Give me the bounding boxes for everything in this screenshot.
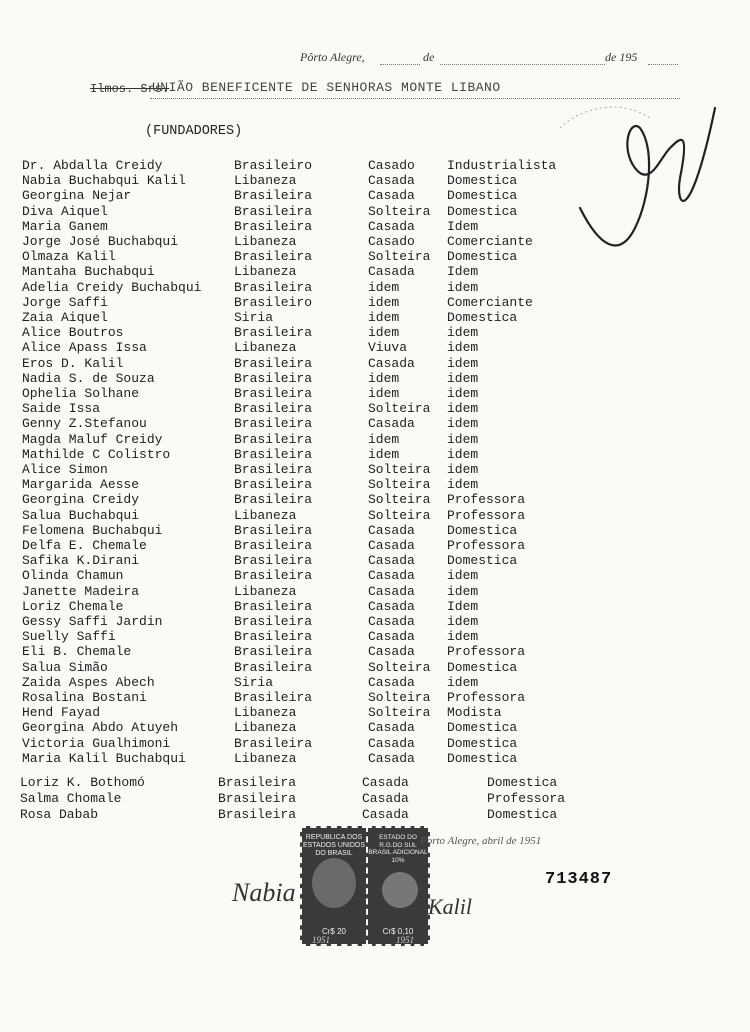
founder-marital-status: idem: [368, 370, 400, 386]
founder-name: Georgina Abdo Atuyeh: [22, 720, 179, 736]
founder-marital-status: Viuva: [368, 340, 408, 356]
founder-name: Ophelia Solhane: [22, 386, 140, 401]
founder-nationality: Brasileira: [234, 203, 313, 219]
founder-occupation: Professora: [487, 791, 566, 806]
founder-name: Salua Simão: [22, 659, 108, 675]
founder-marital-status: Casada: [368, 568, 415, 584]
founder-nationality: Libaneza: [234, 705, 297, 721]
founder-occupation: Comerciante: [447, 294, 533, 310]
founder-name: Alice Simon: [22, 462, 108, 477]
founder-occupation: Domestica: [487, 807, 558, 822]
federal-stamp: [300, 826, 368, 946]
founder-name: Salma Chomale: [20, 791, 122, 806]
founder-nationality: Brasileira: [234, 279, 313, 295]
founder-nationality: Brasileira: [234, 690, 313, 705]
founder-row: [0, 791, 750, 806]
founder-occupation: idem: [447, 477, 479, 493]
founder-nationality: Brasileira: [234, 416, 313, 432]
founder-row: [0, 660, 750, 675]
founder-occupation: idem: [447, 568, 479, 584]
founder-row: [0, 675, 750, 690]
founder-occupation: idem: [447, 340, 479, 356]
founder-marital-status: Solteira: [368, 659, 431, 675]
founder-name: Alice Apass Issa: [22, 340, 147, 356]
founder-row: [0, 614, 750, 629]
founder-row: [0, 644, 750, 659]
founder-name: Mantaha Buchabqui: [22, 264, 155, 280]
founder-nationality: Brasileira: [234, 325, 313, 341]
founder-marital-status: Casada: [368, 522, 415, 538]
document-subtitle: (FUNDADORES): [145, 124, 243, 139]
founder-occupation: Idem: [447, 264, 479, 280]
founder-marital-status: Solteira: [368, 507, 431, 523]
founder-nationality: Brasileira: [234, 492, 313, 508]
founder-row: [0, 340, 750, 355]
founder-occupation: idem: [447, 446, 479, 462]
state-stamp-header: ESTADO DO R.G.DO SUL BRASIL ADICIONAL 10%: [368, 834, 428, 864]
founder-marital-status: Solteira: [368, 477, 431, 493]
founder-occupation: Domestica: [447, 720, 518, 736]
founder-occupation: Domestica: [487, 775, 558, 790]
founder-name: Mathilde C Colistro: [22, 446, 171, 462]
signature-scrawl: [540, 88, 740, 258]
founder-occupation: Industrialista: [447, 158, 557, 173]
founder-row: [0, 599, 750, 614]
founder-name: Diva Aiquel: [22, 203, 108, 219]
founder-nationality: Brasileira: [234, 218, 313, 234]
founder-marital-status: Casada: [362, 791, 409, 806]
founder-row: [0, 807, 750, 822]
founder-marital-status: Casada: [368, 553, 415, 569]
founder-row: [0, 386, 750, 401]
founder-marital-status: idem: [368, 294, 400, 310]
founder-name: Delfa E. Chemale: [22, 538, 147, 553]
founder-row: [0, 751, 750, 766]
founder-occupation: idem: [447, 614, 479, 629]
founder-row: [0, 705, 750, 720]
founder-occupation: idem: [447, 674, 479, 690]
founder-nationality: Brasileira: [234, 355, 313, 371]
founder-row: [0, 295, 750, 310]
founder-nationality: Brasileiro: [234, 294, 313, 310]
founder-nationality: Brasileira: [234, 249, 313, 265]
founder-marital-status: Casada: [368, 264, 415, 280]
founder-occupation: idem: [447, 416, 479, 432]
founder-name: Zaida Aspes Abech: [22, 674, 155, 690]
portrait-icon: [312, 858, 356, 908]
founder-name: Rosa Dabab: [20, 807, 99, 822]
founder-marital-status: Casada: [368, 583, 415, 599]
founder-name: Jorge Saffi: [22, 294, 108, 310]
struck-salutation: Ilmos. Srs.: [90, 82, 170, 96]
founder-name: Maria Ganem: [22, 218, 108, 234]
founder-marital-status: Casada: [368, 629, 415, 645]
founder-marital-status: Casado: [368, 158, 415, 173]
founder-marital-status: Solteira: [368, 492, 431, 508]
founder-row: [0, 775, 750, 790]
founder-name: Nabia Buchabqui Kalil: [22, 173, 186, 189]
founder-marital-status: Casada: [368, 355, 415, 371]
founder-name: Zaia Aiquel: [22, 310, 108, 325]
founder-marital-status: Casado: [368, 234, 415, 249]
founder-name: Jorge José Buchabqui: [22, 234, 179, 249]
founder-occupation: idem: [447, 583, 479, 599]
founder-nationality: Brasileira: [234, 522, 313, 538]
founder-marital-status: idem: [368, 279, 400, 295]
founder-occupation: Domestica: [447, 553, 518, 569]
founder-marital-status: Solteira: [368, 203, 431, 219]
founder-nationality: Brasileira: [234, 446, 313, 462]
founder-occupation: Domestica: [447, 659, 518, 675]
header-location: Pôrto Alegre,: [300, 50, 365, 64]
founder-occupation: Idem: [447, 598, 479, 614]
founder-name: Maria Kalil Buchabqui: [22, 750, 186, 766]
founder-occupation: Domestica: [447, 750, 518, 766]
founder-nationality: Brasileira: [234, 431, 313, 447]
founder-name: Georgina Nejar: [22, 188, 132, 204]
founder-row: [0, 447, 750, 462]
founder-marital-status: Casada: [368, 750, 415, 766]
founder-nationality: Brasileira: [234, 614, 313, 629]
founder-occupation: idem: [447, 386, 479, 401]
founder-name: Dr. Abdalla Creidy: [22, 158, 163, 173]
founder-nationality: Libaneza: [234, 234, 297, 249]
founder-occupation: idem: [447, 462, 479, 477]
signature-note: Porto Alegre, abril de 1951: [420, 835, 542, 847]
founder-nationality: Libaneza: [234, 720, 297, 736]
founder-nationality: Brasileira: [234, 477, 313, 493]
founder-name: Olmaza Kalil: [22, 249, 116, 265]
founder-name: Eli B. Chemale: [22, 644, 132, 660]
founder-occupation: Domestica: [447, 522, 518, 538]
founder-name: Adelia Creidy Buchabqui: [22, 279, 202, 295]
founder-occupation: Professora: [447, 492, 526, 508]
founder-occupation: Domestica: [447, 735, 518, 751]
founder-name: Safika K.Dirani: [22, 553, 140, 569]
header-de-1: de: [423, 50, 435, 64]
founder-marital-status: Solteira: [368, 705, 431, 721]
founder-marital-status: idem: [368, 325, 400, 341]
founder-name: Georgina Creidy: [22, 492, 140, 508]
founder-name: Suelly Saffi: [22, 629, 116, 645]
federal-stamp-header: REPUBLICA DOS ESTADOS UNIDOS DO BRASIL: [302, 834, 366, 857]
founder-name: Janette Madeira: [22, 583, 140, 599]
seal-icon: [382, 872, 418, 908]
founder-row: [0, 310, 750, 325]
founder-occupation: Domestica: [447, 310, 518, 325]
founder-row: [0, 523, 750, 538]
founder-marital-status: Casada: [368, 598, 415, 614]
founder-name: Loriz Chemale: [22, 598, 124, 614]
founder-occupation: Professora: [447, 644, 526, 660]
founder-marital-status: Casada: [368, 416, 415, 432]
founder-nationality: Brasileira: [234, 188, 313, 204]
founder-marital-status: Casada: [368, 644, 415, 660]
founder-marital-status: Casada: [368, 188, 415, 204]
founder-occupation: Idem: [447, 218, 479, 234]
founder-row: [0, 462, 750, 477]
founder-marital-status: idem: [368, 446, 400, 462]
federal-stamp-value: Cr$ 20: [321, 927, 346, 936]
founder-occupation: Professora: [447, 538, 526, 553]
founder-row: [0, 568, 750, 583]
state-stamp-date: 1951: [396, 935, 414, 945]
signature-last: Kalil: [428, 894, 473, 919]
founder-name: Hend Fayad: [22, 705, 101, 721]
founder-row: [0, 492, 750, 507]
founder-occupation: Domestica: [447, 203, 518, 219]
founder-row: [0, 584, 750, 599]
founder-row: [0, 538, 750, 553]
founder-nationality: Brasileira: [234, 401, 313, 417]
founder-occupation: idem: [447, 370, 479, 386]
founder-occupation: Domestica: [447, 173, 518, 189]
founder-occupation: idem: [447, 401, 479, 417]
founder-marital-status: Solteira: [368, 462, 431, 477]
founder-marital-status: Casada: [368, 674, 415, 690]
founder-name: Victoria Gualhimoni: [22, 735, 171, 751]
founder-marital-status: Solteira: [368, 690, 431, 705]
founder-name: Eros D. Kalil: [22, 355, 124, 371]
founder-nationality: Brasileira: [234, 644, 313, 660]
founder-nationality: Brasileira: [218, 791, 297, 806]
founder-row: [0, 325, 750, 340]
founder-row: [0, 356, 750, 371]
founder-row: [0, 508, 750, 523]
signature-first: Nabia: [232, 878, 296, 907]
founder-name: Felomena Buchabqui: [22, 522, 163, 538]
founder-nationality: Brasileira: [234, 553, 313, 569]
founder-marital-status: Solteira: [368, 249, 431, 265]
founder-marital-status: Casada: [362, 775, 409, 790]
founder-marital-status: Casada: [368, 614, 415, 629]
founder-row: [0, 690, 750, 705]
document-title: UNIÃO BENEFICENTE DE SENHORAS MONTE LIBANO: [152, 80, 501, 95]
founder-marital-status: Casada: [368, 720, 415, 736]
founder-occupation: idem: [447, 325, 479, 341]
founder-occupation: idem: [447, 431, 479, 447]
founder-nationality: Libaneza: [234, 583, 297, 599]
founder-row: [0, 401, 750, 416]
founder-marital-status: Casada: [368, 173, 415, 189]
founder-name: Alice Boutros: [22, 325, 124, 341]
founder-name: Nadia S. de Souza: [22, 370, 155, 386]
founder-row: [0, 629, 750, 644]
founder-row: [0, 280, 750, 295]
founder-occupation: Domestica: [447, 188, 518, 204]
founder-nationality: Brasileira: [218, 807, 297, 822]
founder-marital-status: idem: [368, 386, 400, 401]
founder-marital-status: Casada: [368, 538, 415, 553]
founder-row: [0, 371, 750, 386]
founder-name: Magda Maluf Creidy: [22, 431, 163, 447]
founder-nationality: Siria: [234, 310, 274, 325]
founder-row: [0, 553, 750, 568]
header-de-2: de 195: [605, 50, 638, 64]
founder-nationality: Brasileira: [218, 775, 297, 790]
founder-occupation: Modista: [447, 705, 502, 721]
founder-row: [0, 432, 750, 447]
founder-row: [0, 736, 750, 751]
founder-row: [0, 264, 750, 279]
founder-name: Margarida Aesse: [22, 477, 140, 493]
founder-occupation: idem: [447, 279, 479, 295]
state-stamp-value: Cr$ 0,10: [382, 927, 414, 936]
founder-marital-status: Casada: [362, 807, 409, 822]
founder-name: Olinda Chamun: [22, 568, 124, 584]
founder-row: [0, 720, 750, 735]
founder-marital-status: idem: [368, 431, 400, 447]
federal-stamp-date: 1951: [312, 935, 330, 945]
founder-name: Saide Issa: [22, 401, 101, 417]
founder-marital-status: Casada: [368, 735, 415, 751]
founder-nationality: Libaneza: [234, 507, 297, 523]
founder-marital-status: Casada: [368, 218, 415, 234]
revenue-stamps: [300, 826, 430, 946]
founder-nationality: Brasileira: [234, 629, 313, 645]
founder-nationality: Brasileira: [234, 386, 313, 401]
founder-marital-status: Solteira: [368, 401, 431, 417]
founder-nationality: Brasileira: [234, 568, 313, 584]
founder-name: Rosalina Bostani: [22, 690, 147, 705]
founder-occupation: Professora: [447, 507, 526, 523]
founder-name: Loriz K. Bothomó: [20, 775, 145, 790]
founder-nationality: Siria: [234, 674, 274, 690]
founder-nationality: Libaneza: [234, 264, 297, 280]
founder-nationality: Brasileira: [234, 598, 313, 614]
founder-occupation: Comerciante: [447, 234, 533, 249]
founder-row: [0, 416, 750, 431]
founder-occupation: idem: [447, 355, 479, 371]
founder-nationality: Brasileira: [234, 462, 313, 477]
founder-nationality: Brasileira: [234, 538, 313, 553]
registration-number: 713487: [545, 870, 613, 889]
founder-name: Gessy Saffi Jardin: [22, 614, 163, 629]
founder-nationality: Brasileira: [234, 659, 313, 675]
founder-nationality: Brasileira: [234, 735, 313, 751]
founder-nationality: Brasileiro: [234, 158, 313, 173]
founder-occupation: idem: [447, 629, 479, 645]
founder-nationality: Brasileira: [234, 370, 313, 386]
founder-nationality: Libaneza: [234, 340, 297, 356]
founder-row: [0, 477, 750, 492]
founder-marital-status: idem: [368, 310, 400, 325]
founder-name: Salua Buchabqui: [22, 507, 140, 523]
founder-nationality: Libaneza: [234, 750, 297, 766]
founder-name: Genny Z.Stefanou: [22, 416, 147, 432]
founder-nationality: Libaneza: [234, 173, 297, 189]
founder-occupation: Professora: [447, 690, 526, 705]
founder-occupation: Domestica: [447, 249, 518, 265]
